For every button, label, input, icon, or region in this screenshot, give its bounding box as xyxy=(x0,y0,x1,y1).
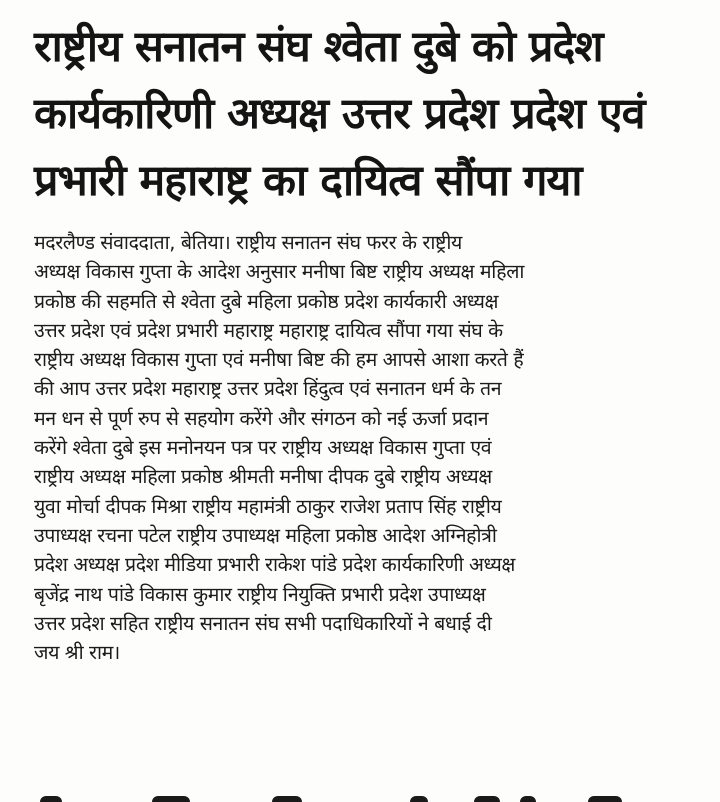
body-line-5: राष्ट्रीय अध्यक्ष विकास गुप्ता एवं मनीषा बिष्ट की हम आपसे आशा करते हैं xyxy=(34,348,524,372)
body-line-14: उत्तर प्रदेश सहित राष्ट्रीय सनातन संघ सभी पदाधिकारियों ने बधाई दी xyxy=(34,611,492,635)
article-headline xyxy=(34,14,694,215)
body-line-6: की आप उत्तर प्रदेश महाराष्ट्र उत्तर प्रदेश हिंदुत्व एवं सनातन धर्म के तन xyxy=(34,377,502,401)
body-line-7: मन धन से पूर्ण रुप से सहयोग करेंगे और संगठन को नई ऊर्जा प्रदान xyxy=(34,406,489,430)
body-line-4: उत्तर प्रदेश एवं प्रदेश प्रभारी महाराष्ट्र महाराष्ट्र दायित्व सौंपा गया संघ के xyxy=(34,318,503,342)
body-line-3: प्रकोष्ठ की सहमति से श्वेता दुबे महिला प्रकोष्ठ प्रदेश कार्यकारी अध्यक्ष xyxy=(34,289,499,313)
body-line-11: उपाध्यक्ष रचना पटेल राष्ट्रीय उपाध्यक्ष महिला प्रकोष्ठ आदेश अग्निहोत्री xyxy=(34,523,497,547)
cut-mark xyxy=(40,796,62,802)
cut-mark xyxy=(588,796,622,802)
cut-mark xyxy=(474,796,500,802)
body-line-2: अध्यक्ष विकास गुप्ता के आदेश अनुसार मनीषा बिष्ट राष्ट्रीय अध्यक्ष महिला xyxy=(34,260,525,284)
cut-off-next-headline xyxy=(0,788,720,802)
body-line-13: बृजेंद्र नाथ पांडे विकास कुमार राष्ट्रीय नियुक्ति प्रभारी प्रदेश उपाध्यक्ष xyxy=(34,582,486,606)
body-line-12: प्रदेश अध्यक्ष प्रदेश मीडिया प्रभारी राकेश पांडे प्रदेश कार्यकारिणी अध्यक्ष xyxy=(34,553,515,577)
cut-mark xyxy=(520,796,536,802)
headline-line-1: राष्ट्रीय सनातन संघ श्वेता दुबे को प्रदेश xyxy=(34,22,603,72)
body-line-9: राष्ट्रीय अध्यक्ष महिला प्रकोष्ठ श्रीमती मनीषा दीपक दुबे राष्ट्रीय अध्यक्ष xyxy=(34,465,492,489)
body-line-8: करेंगे श्वेता दुबे इस मनोनयन पत्र पर राष्ट्रीय अध्यक्ष विकास गुप्ता एवं xyxy=(34,436,492,460)
body-line-15: जय श्री राम। xyxy=(34,641,120,665)
headline-line-2: कार्यकारिणी अध्यक्ष उत्तर प्रदेश प्रदेश एवं xyxy=(34,89,645,139)
body-line-10: युवा मोर्चा दीपक मिश्रा राष्ट्रीय महामंत्री ठाकुर राजेश प्रताप सिंह राष्ट्रीय xyxy=(34,494,502,518)
cut-mark xyxy=(272,796,302,802)
cut-mark xyxy=(410,796,428,802)
article-body xyxy=(34,228,710,667)
body-line-1: मदरलैण्ड संवाददाता, बेतिया। राष्ट्रीय सनातन संघ फरर के राष्ट्रीय xyxy=(34,231,462,254)
headline-line-3: प्रभारी महाराष्ट्र का दायित्व सौंपा गया xyxy=(34,156,582,206)
cut-mark xyxy=(152,796,190,802)
